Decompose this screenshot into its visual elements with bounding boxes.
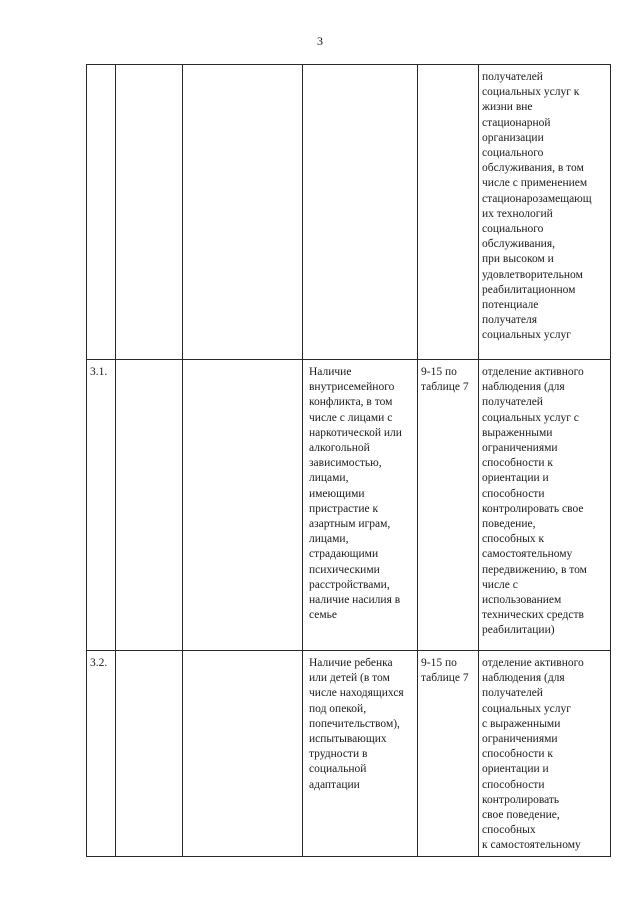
cell-department [479, 360, 611, 651]
services-table [86, 64, 611, 857]
cell-empty [183, 65, 303, 360]
cell-empty [116, 651, 183, 857]
table-row [87, 651, 611, 857]
condition-text: Наличие ребенка или детей (в том числе находящихся под опекой, попечительством), испытывающих трудности в социальной адаптации [309, 657, 404, 791]
cell-reference [418, 360, 479, 651]
department-text: отделение активного наблюдения (для получателей социальных услуг с выраженными ограничениями способности к ориентации и способности контролировать свое поведение, способных к самостоятельному [482, 657, 584, 852]
row-number: 3.1. [90, 366, 108, 378]
cell-number [87, 651, 116, 857]
cell-condition [303, 360, 418, 651]
cell-empty [183, 651, 303, 857]
cell-number [87, 65, 116, 360]
cell-reference [418, 651, 479, 857]
reference-text: 9-15 по таблице 7 [421, 657, 469, 685]
page-number: 3 [317, 34, 323, 48]
cell-reference [418, 65, 479, 360]
cell-empty [116, 360, 183, 651]
table-row [87, 360, 611, 651]
cell-condition [303, 651, 418, 857]
department-text: получателей социальных услуг к жизни вне стационарной организации социального обслуживания, в том числе с применением стационарозамещающ их технологий социального обслуживания, при высоком и удовлетворительном реабилитационном потенциале получателя социальных услуг [482, 71, 592, 342]
reference-text: 9-15 по таблице 7 [421, 366, 469, 394]
cell-empty [116, 65, 183, 360]
table-row [87, 65, 611, 360]
condition-text: Наличие внутрисемейного конфликта, в том числе с лицами с наркотической или алкогольной зависимостью, лицами, имеющими пристрастие к азартным играм, лицами, страдающими психическими расстройствами, наличие насилия в семье [309, 366, 402, 622]
cell-department [479, 651, 611, 857]
cell-department [479, 65, 611, 360]
cell-condition [303, 65, 418, 360]
cell-empty [183, 360, 303, 651]
row-number: 3.2. [90, 657, 108, 669]
cell-number [87, 360, 116, 651]
department-text: отделение активного наблюдения (для получателей социальных услуг с выраженными ограничениями способности к ориентации и способности контролировать свое поведение, способных к самостоятельному передвижению, в том числе с использованием технических средств реабилитации) [482, 366, 587, 637]
